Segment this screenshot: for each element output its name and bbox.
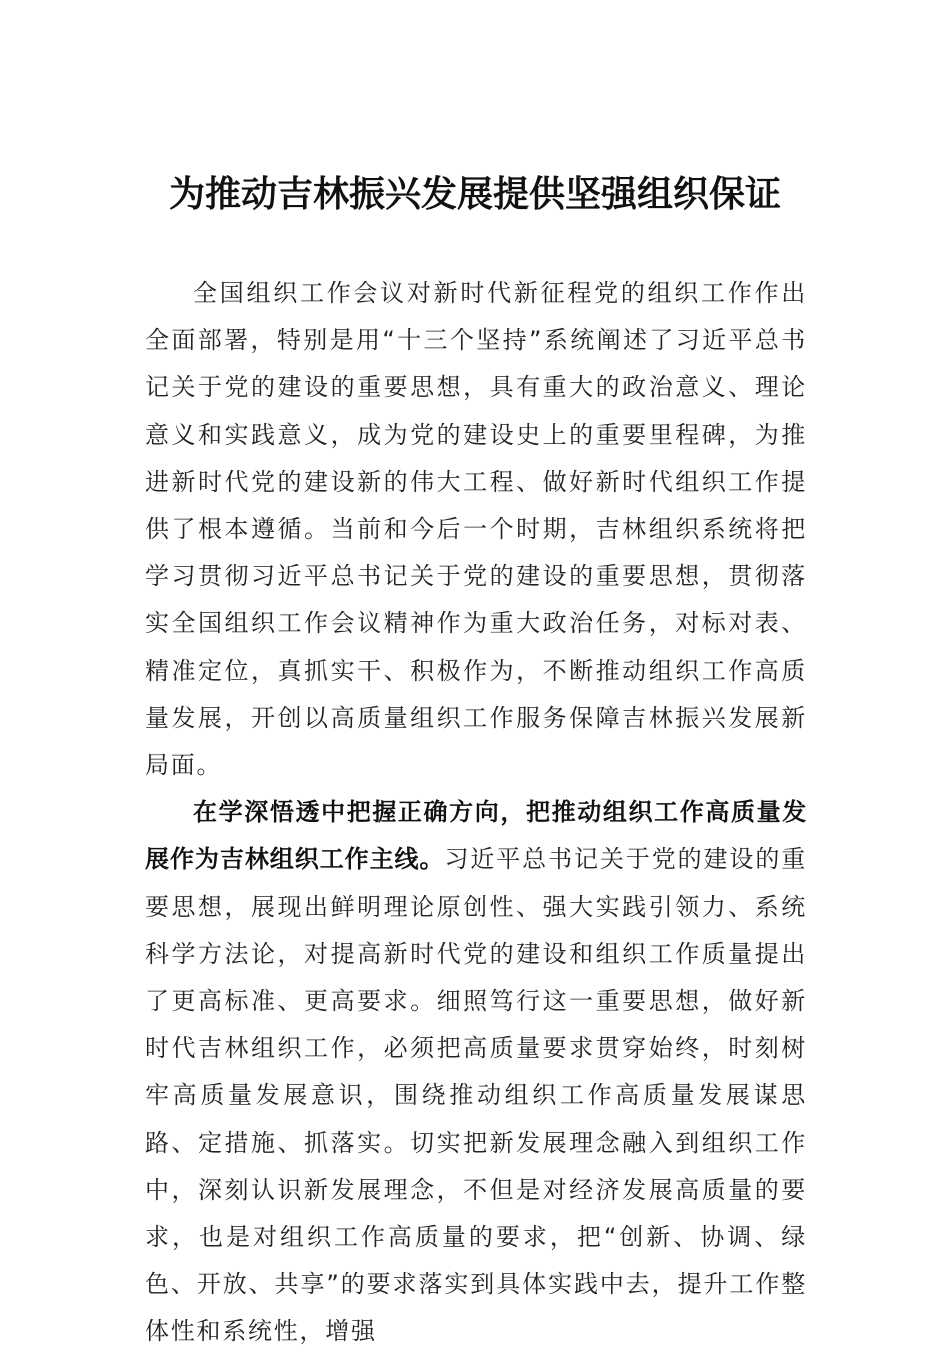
document-body — [145, 270, 807, 1356]
paragraph-direction — [145, 789, 807, 1355]
paragraph-intro — [145, 270, 807, 789]
paragraph-direction-lead: 在学深悟透中把握正确方向，把推动组织工作高质量发展作为吉林组织工作主线。 — [145, 798, 807, 874]
paragraph-direction-text: 习近平总书记关于党的建设的重要思想，展现出鲜明理论原创性、强大实践引领力、系统科学方法论，对提高新时代党的建设和组织工作质量提出了更高标准、更高要求。细照笃行这一重要思想，做好新时代吉林组织工作，必须把高质量要求贯穿始终，时刻树牢高质量发展意识，围绕推动组织工作高质量发展谋思路、定措施、抓落实。切实把新发展理念融入到组织工作中，深刻认识新发展理念，不但是对经济发展高质量的要求，也是对组织工作高质量的要求，把“创新、协调、绿色、开放、共享”的要求落实到具体实践中去，提升工作整体性和系统性，增强 — [145, 845, 807, 1346]
paragraph-intro-text: 全国组织工作会议对新时代新征程党的组织工作作出全面部署，特别是用“十三个坚持”系统阐述了习近平总书记关于党的建设的重要思想，具有重大的政治意义、理论意义和实践意义，成为党的建设史上的重要里程碑，为推进新时代党的建设新的伟大工程、做好新时代组织工作提供了根本遵循。当前和今后一个时期，吉林组织系统将把学习贯彻习近平总书记关于党的建设的重要思想，贯彻落实全国组织工作会议精神作为重大政治任务，对标对表、精准定位，真抓实干、积极作为，不断推动组织工作高质量发展，开创以高质量组织工作服务保障吉林振兴发展新局面。 — [145, 279, 807, 780]
document-title: 为推动吉林振兴发展提供坚强组织保证 — [168, 173, 781, 215]
